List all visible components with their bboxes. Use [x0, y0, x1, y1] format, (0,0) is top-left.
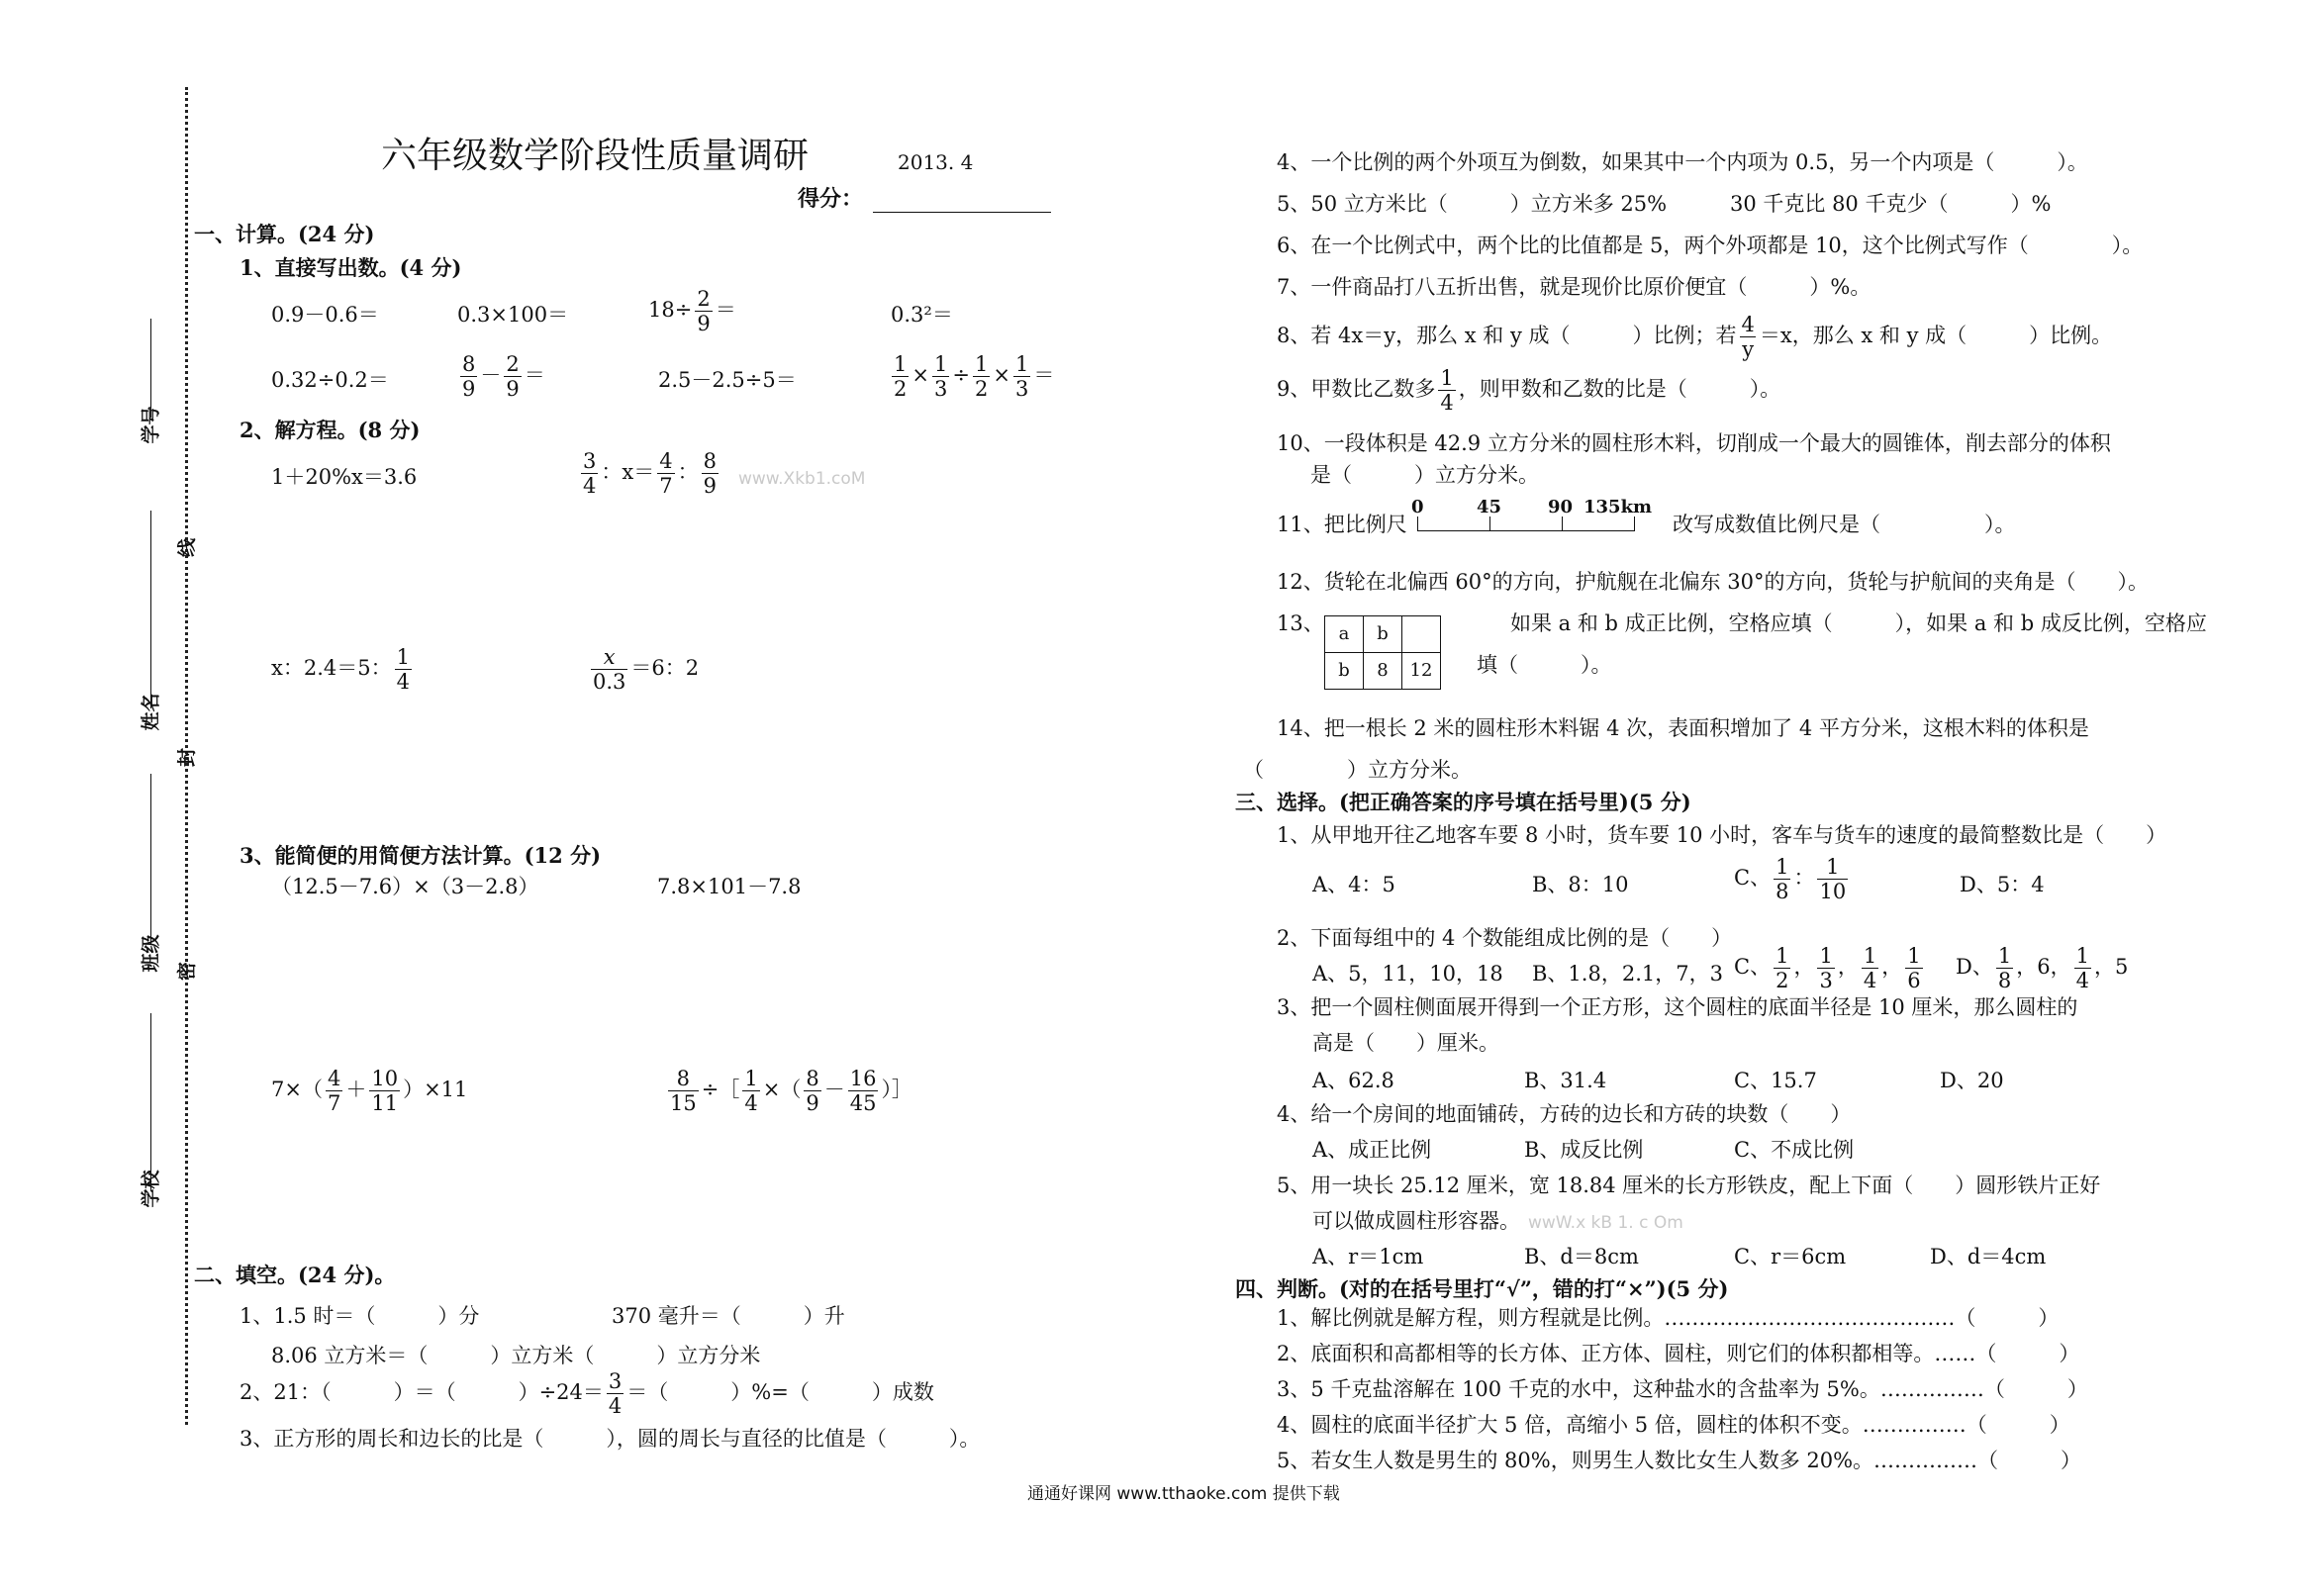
- binding-mark-xian: 线: [176, 537, 199, 558]
- judge-item: 3、5 千克盐溶解在 100 千克的水中，这种盐水的含盐率为 5%。……………（ ）: [1277, 1377, 2088, 1401]
- choice-q1-c: C、 $\frac{1}{8}$ ： $\frac{1}{10}$: [1734, 855, 1847, 904]
- calc-b4: $\frac{1}{2}$ × $\frac{1}{3}$ ÷ $\frac{1}{2}$ × $\frac{1}{3}$ ＝: [894, 352, 1055, 402]
- binding-blank-name: [150, 511, 151, 708]
- fill-q10b: 是（ ）立方分米。: [1310, 463, 1539, 487]
- fill-q14b: （ ）立方分米。: [1243, 758, 1472, 782]
- calc-a1: 0.9－0.6＝: [271, 303, 379, 327]
- fill-q1a: 1、1.5 时＝（ ）分: [240, 1304, 480, 1328]
- choice-q1-d: D、5：4: [1960, 873, 2045, 896]
- binding-label-name: 姓名: [140, 693, 162, 731]
- scale-ruler: [1411, 497, 1655, 538]
- calc-a4: 0.3²＝: [891, 303, 953, 327]
- judge-item: 2、底面积和高都相等的长方体、正方体、圆柱，则它们的体积都相等。……（ ）: [1277, 1342, 2080, 1365]
- binding-blank-school: [150, 1013, 151, 1191]
- calc-b3: 2.5－2.5÷5＝: [658, 368, 797, 392]
- fill-q11-post: 改写成数值比例尺是（ ）。: [1673, 513, 2016, 536]
- equation-2: $\frac{3}{4}$ ：x＝ $\frac{4}{7}$ ： $\frac{8}{9}$: [583, 449, 717, 499]
- judge-item: 4、圆柱的底面半径扩大 5 倍，高缩小 5 倍，圆柱的体积不变。……………（ ）: [1277, 1413, 2070, 1437]
- scale-tick-label: 0: [1411, 497, 1424, 517]
- binding-label-school: 学校: [140, 1170, 162, 1208]
- q13-grid: [1324, 615, 1441, 690]
- exam-date: 2013. 4: [898, 150, 974, 174]
- fill-q13b: 填（ ）。: [1477, 653, 1612, 677]
- section2-heading: 二、填空。(24 分)。: [194, 1263, 396, 1287]
- calc-b1: 0.32÷0.2＝: [271, 368, 389, 392]
- fill-q1c: 8.06 立方米＝（ ）立方米（ ）立方分米: [271, 1344, 761, 1367]
- choice-q5-c: C、r＝6cm: [1734, 1245, 1847, 1268]
- footer-text: 通通好课网 www.tthaoke.com 提供下载: [1027, 1484, 1340, 1504]
- binding-blank-student-no: [150, 319, 151, 418]
- fill-q13-no: 13、: [1277, 611, 1324, 635]
- simplify-3: 7×（ $\frac{4}{7}$ ＋ $\frac{10}{11}$ ）×11: [271, 1067, 468, 1116]
- scale-tick-label: 90: [1548, 497, 1574, 517]
- grid-cell: b: [1325, 653, 1364, 690]
- fill-q2: 2、21：（ ）＝（ ）÷24＝ $\frac{3}{4}$ ＝（ ）%=（ ）成数: [240, 1369, 934, 1419]
- equation-1: 1＋20%x＝3.6: [271, 465, 418, 489]
- page-title: 六年级数学阶段性质量调研: [381, 136, 810, 176]
- choice-q4-c: C、不成比例: [1734, 1138, 1855, 1162]
- fill-q11-pre: 11、把比例尺: [1277, 513, 1407, 536]
- choice-q5a: 5、用一块长 25.12 厘米，宽 18.84 厘米的长方形铁皮，配上下面（ ）圆形铁片正好: [1277, 1174, 2101, 1197]
- calc-b2: $\frac{8}{9}$ － $\frac{2}{9}$ ＝: [462, 352, 545, 402]
- watermark-1: www.Xkb1.coM: [738, 469, 866, 489]
- choice-q3-b: B、31.4: [1524, 1069, 1607, 1092]
- choice-q1-a: A、4：5: [1312, 873, 1395, 896]
- binding-label-class: 班级: [140, 934, 162, 973]
- choice-q2-d: D、 $\frac{1}{8}$ ，6， $\frac{1}{4}$ ，5: [1956, 944, 2129, 993]
- calc-a3: 18÷ $\frac{2}{9}$ ＝: [648, 287, 736, 336]
- choice-q3b: 高是（ ）厘米。: [1312, 1031, 1499, 1055]
- calc-a2: 0.3×100＝: [457, 303, 569, 327]
- judge-item: 5、若女生人数是男生的 80%，则男生人数比女生人数多 20%。……………（ ）: [1277, 1449, 2082, 1472]
- choice-q4-b: B、成反比例: [1524, 1138, 1644, 1162]
- grid-cell: 12: [1402, 653, 1441, 690]
- choice-q3-d: D、20: [1940, 1069, 2004, 1092]
- simplify-1: （12.5－7.6）×（3－2.8）: [271, 875, 539, 898]
- fill-q5a: 5、50 立方米比（ ）立方米多 25%: [1277, 192, 1668, 216]
- choice-q3-c: C、15.7: [1734, 1069, 1817, 1092]
- choice-q5-b: B、d＝8cm: [1524, 1245, 1639, 1268]
- section1-part1-heading: 1、直接写出数。(4 分): [240, 255, 462, 280]
- section1-part3-heading: 3、能简便的用简便方法计算。(12 分): [240, 843, 602, 868]
- scale-tick-label: 135km: [1583, 497, 1653, 517]
- section3-heading: 三、选择。(把正确答案的序号填在括号里)(5 分): [1235, 790, 1691, 814]
- choice-q1-b: B、8：10: [1532, 873, 1629, 896]
- grid-cell: [1402, 616, 1441, 653]
- fill-q5b: 30 千克比 80 千克少（ ）%: [1730, 192, 2052, 216]
- binding-mark-mi: 密: [176, 961, 199, 982]
- choice-q3a: 3、把一个圆柱侧面展开得到一个正方形，这个圆柱的底面半径是 10 厘米，那么圆柱的: [1277, 995, 2078, 1019]
- binding-mark-feng: 封: [176, 747, 199, 768]
- watermark-2: wwW.x kB 1. c Om: [1528, 1213, 1683, 1233]
- fill-q1b: 370 毫升＝（ ）升: [612, 1304, 845, 1328]
- choice-q5-a: A、r＝1cm: [1312, 1245, 1424, 1268]
- section4-heading: 四、判断。(对的在括号里打“√”，错的打“×”)(5 分): [1235, 1276, 1729, 1301]
- choice-q2: 2、下面每组中的 4 个数能组成比例的是（ ）: [1277, 926, 1733, 950]
- score-label: 得分：: [798, 186, 864, 212]
- fill-q12: 12、货轮在北偏西 60°的方向，护航舰在北偏东 30°的方向，货轮与护航间的夹角是（ ）。: [1277, 570, 2150, 594]
- grid-cell: a: [1325, 616, 1364, 653]
- choice-q2-c: C、 $\frac{1}{2}$ ， $\frac{1}{3}$ ， $\frac{1}{4}$ ， $\frac{1}{6}$: [1734, 944, 1921, 993]
- grid-cell: 8: [1364, 653, 1402, 690]
- score-blank[interactable]: [873, 212, 1051, 213]
- simplify-2: 7.8×101－7.8: [657, 875, 802, 898]
- fill-q6: 6、在一个比例式中，两个比的比值都是 5，两个外项都是 10，这个比例式写作（ ）。: [1277, 234, 2144, 257]
- binding-blank-class: [150, 774, 151, 944]
- binding-label-student-no: 学号: [140, 406, 162, 444]
- fill-q4: 4、一个比例的两个外项互为倒数，如果其中一个内项为 0.5，另一个内项是（ ）。: [1277, 150, 2088, 174]
- choice-q4: 4、给一个房间的地面铺砖，方砖的边长和方砖的块数（ ）: [1277, 1102, 1852, 1126]
- choice-q1: 1、从甲地开往乙地客车要 8 小时，货车要 10 小时，客车与货车的速度的最简整数比是（ ）: [1277, 823, 2167, 847]
- fill-q13a: 如果 a 和 b 成正比例，空格应填（ ），如果 a 和 b 成反比例，空格应: [1510, 611, 2207, 635]
- choice-q5b: 可以做成圆柱形容器。: [1312, 1209, 1520, 1233]
- scale-tick-label: 45: [1477, 497, 1502, 517]
- equation-4: $\frac{x}{0.3}$ ＝6：2: [593, 645, 700, 695]
- equation-3: x：2.4＝5： $\frac{1}{4}$: [271, 645, 410, 695]
- section1-heading: 一、计算。(24 分): [194, 222, 375, 246]
- choice-q2-b: B、1.8，2.1，7，3: [1532, 962, 1723, 986]
- fill-q9: 9、甲数比乙数多 $\frac{1}{4}$ ，则甲数和乙数的比是（ ）。: [1277, 366, 1781, 416]
- fill-q14a: 14、把一根长 2 米的圆柱形木料锯 4 次，表面积增加了 4 平方分米，这根木料的体积是: [1277, 716, 2089, 740]
- fill-q8: 8、若 4x＝y，那么 x 和 y 成（ ）比例；若 $\frac{4}{y}$ ＝x，那么 x 和 y 成（ ）比例。: [1277, 313, 2113, 362]
- choice-q3-a: A、62.8: [1312, 1069, 1394, 1092]
- fill-q10a: 10、一段体积是 42.9 立方分米的圆柱形木料，切削成一个最大的圆锥体，削去部分的体积: [1277, 431, 2111, 455]
- choice-q4-a: A、成正比例: [1312, 1138, 1432, 1162]
- grid-cell: b: [1364, 616, 1402, 653]
- choice-q2-a: A、5，11，10，18: [1312, 962, 1503, 986]
- simplify-4: $\frac{8}{15}$ ÷［ $\frac{1}{4}$ ×（ $\frac{8}{9}$ － $\frac{16}{45}$ ）］: [670, 1067, 912, 1116]
- section1-part2-heading: 2、解方程。(8 分): [240, 418, 421, 442]
- choice-q5-d: D、d＝4cm: [1930, 1245, 2047, 1268]
- fill-q7: 7、一件商品打八五折出售，就是现价比原价便宜（ ）%。: [1277, 275, 1871, 299]
- judge-item: 1、解比例就是解方程，则方程就是比例。……………………………………（ ）: [1277, 1306, 2060, 1330]
- fill-q3: 3、正方形的周长和边长的比是（ ），圆的周长与直径的比值是（ ）。: [240, 1427, 981, 1451]
